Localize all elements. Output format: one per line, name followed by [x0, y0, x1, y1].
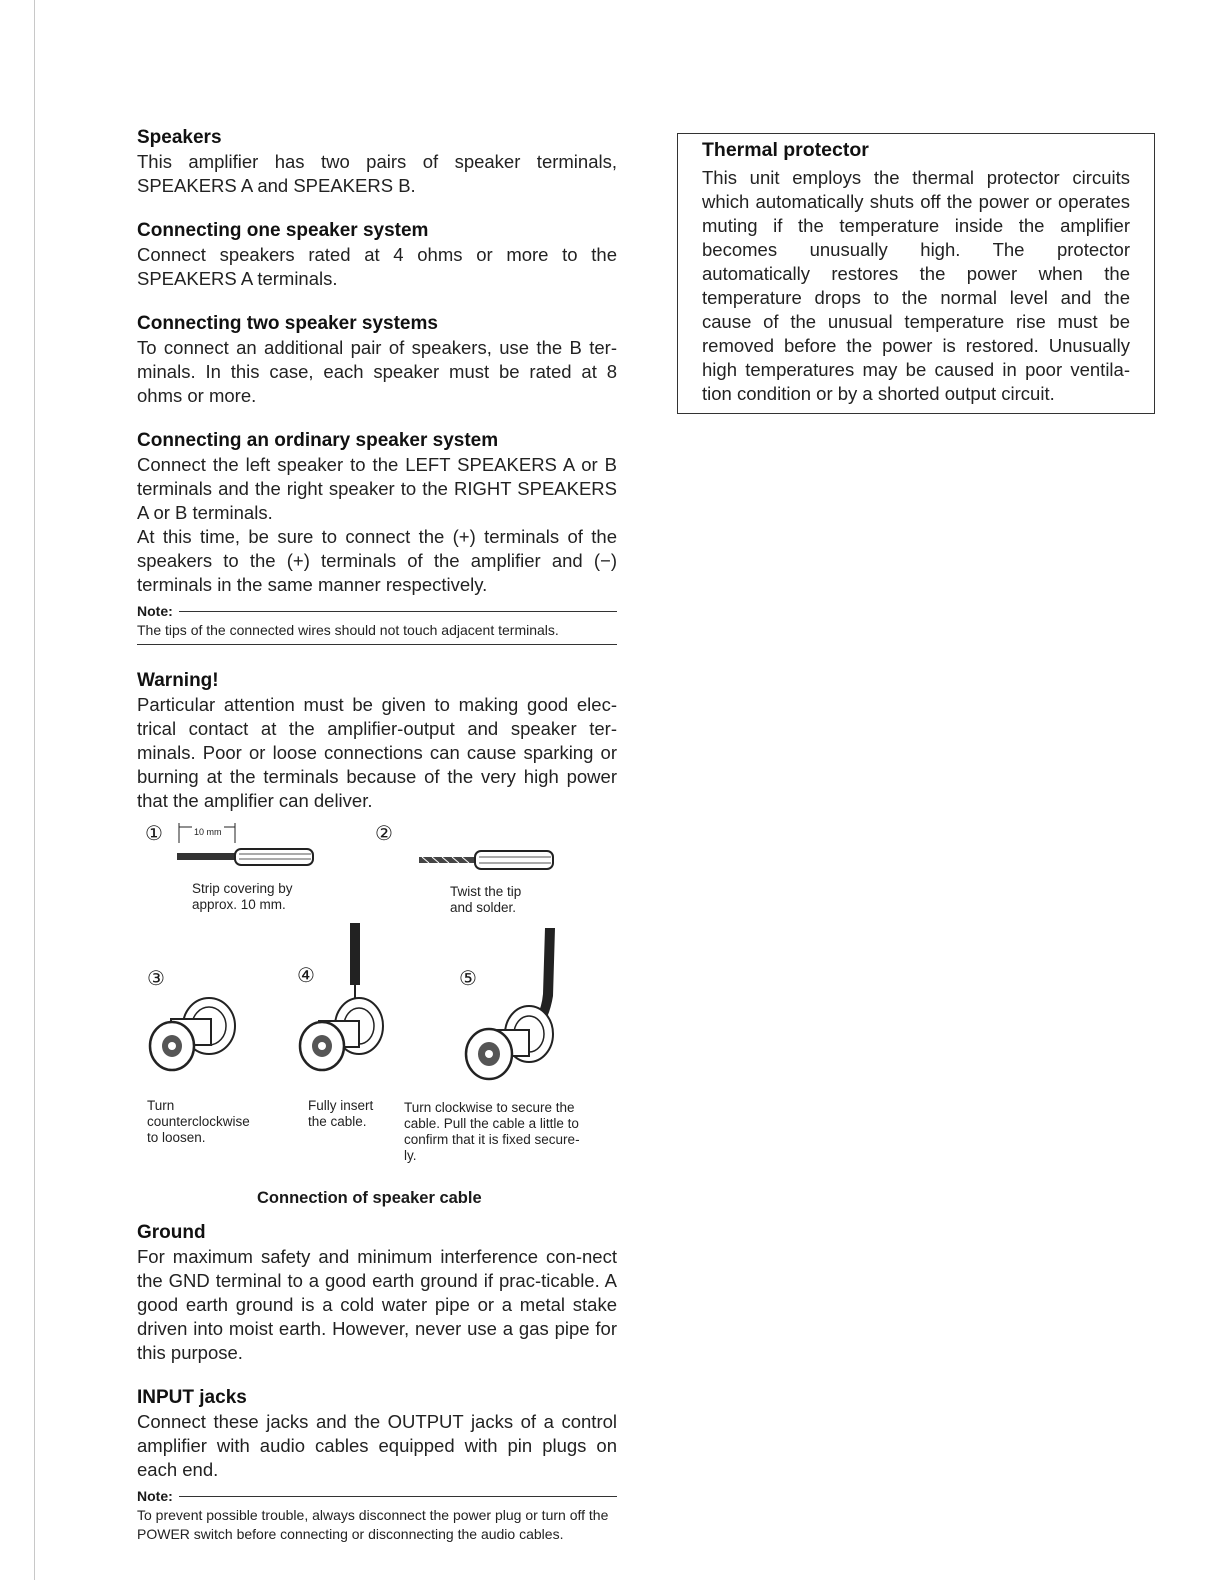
- step-4-caption-line-2: the cable.: [308, 1114, 367, 1129]
- note-text-1: The tips of the connected wires should not touch adjacent terminals.: [137, 622, 559, 638]
- step-1-caption-line-2: approx. 10 mm.: [192, 897, 286, 912]
- step-1-caption-line-1: Strip covering by: [192, 881, 293, 896]
- page-binding-edge: [34, 0, 35, 1580]
- step-2-caption-line-2: and solder.: [450, 900, 517, 915]
- step-1-number: ①: [145, 823, 163, 845]
- warning-heading: Warning!: [137, 670, 219, 691]
- speakers-heading: Speakers: [137, 127, 222, 148]
- thermal-protector-box: [677, 133, 1155, 414]
- two-systems-text: To connect an additional pair of speakers, use the B ter-minals. In this case, each speaker must be rated at 8 ohms or more.: [137, 337, 617, 406]
- step-3-caption: [147, 1098, 250, 1146]
- input-jacks-heading: INPUT jacks: [137, 1387, 247, 1408]
- note-label-1-text: Note:: [137, 603, 173, 619]
- note-label-2-text: Note:: [137, 1488, 173, 1504]
- one-system-heading: Connecting one speaker system: [137, 220, 429, 241]
- step-5-caption-line-1: Turn clockwise to secure the: [404, 1100, 575, 1115]
- step-4-number: ④: [297, 965, 315, 987]
- step-3-caption-line-3: to loosen.: [147, 1130, 206, 1145]
- two-systems-heading: Connecting two speaker systems: [137, 313, 438, 334]
- insert-cable-illustration: [297, 921, 392, 1081]
- secured-cable-illustration: [457, 926, 562, 1091]
- step-2-number: ②: [375, 823, 393, 845]
- note-label-1: [137, 603, 617, 619]
- step-1-caption: [192, 881, 293, 913]
- ground-heading: Ground: [137, 1222, 206, 1243]
- step-2-caption-line-1: Twist the tip: [450, 884, 522, 899]
- warning-text: Particular attention must be given to making good elec-trical contact at the amplifier-output and speaker ter-minals. Poor or loose connections can cause sparking or burning at the terminals because of the very high power that the amplifier can deliver.: [137, 694, 617, 811]
- speakers-text: This amplifier has two pairs of speaker terminals, SPEAKERS A and SPEAKERS B.: [137, 151, 617, 196]
- ordinary-system-text-2: At this time, be sure to connect the (+) terminals of the speakers to the (+) terminals of the amplifier and (−) terminals in the same manner respectively.: [137, 526, 617, 595]
- left-column: [137, 126, 617, 1544]
- one-system-text: Connect speakers rated at 4 ohms or more to the SPEAKERS A terminals.: [137, 244, 617, 289]
- step-2-caption: [450, 884, 521, 916]
- step-3-caption-line-2: counterclockwise: [147, 1114, 250, 1129]
- step-3-number: ③: [147, 968, 165, 990]
- input-jacks-text: Connect these jacks and the OUTPUT jacks of a control amplifier with audio cables equipped with pin plugs on each end.: [137, 1411, 617, 1480]
- step-4-caption: [308, 1098, 373, 1130]
- terminal-loosen-illustration: [147, 991, 242, 1081]
- note-label-2: [137, 1488, 617, 1504]
- step-5-caption: [404, 1100, 580, 1164]
- step-4-caption-line-1: Fully insert: [308, 1098, 374, 1113]
- step-5-caption-line-4: ly.: [404, 1148, 417, 1163]
- step-3-caption-line-1: Turn: [147, 1098, 175, 1113]
- ordinary-system-heading: Connecting an ordinary speaker system: [137, 430, 499, 451]
- step-5-caption-line-3: confirm that it is fixed secure-: [404, 1132, 580, 1147]
- step-1-dimension: 10 mm: [192, 824, 224, 840]
- note-rule-2: [179, 1496, 617, 1497]
- thermal-heading: Thermal protector: [702, 139, 869, 161]
- note-text-2: To prevent possible trouble, always disconnect the power plug or turn off the POWER switch before connecting or disconnecting the audio cables.: [137, 1507, 609, 1542]
- twisted-wire-illustration: [417, 845, 557, 875]
- step-5-caption-line-2: cable. Pull the cable a little to: [404, 1116, 579, 1131]
- thermal-text: This unit employs the thermal protector circuits which automatically shuts off the power or operates muting if the temperature inside the amplifier becomes unusually high. The protector automatically restores the power when the temperature drops to the normal level and the cause of the unusual temperature rise must be removed before the power is restored. Unusually high temperatures may be caused in poor ventila-tion condition or by a shorted output circuit.: [702, 167, 1130, 404]
- ordinary-system-text-1: Connect the left speaker to the LEFT SPEAKERS A or B terminals and the right speaker to the RIGHT SPEAKERS A or B terminals.: [137, 454, 617, 523]
- speaker-cable-figure: [137, 821, 617, 1221]
- ground-text: For maximum safety and minimum interference con-nect the GND terminal to a good earth ground if prac-ticable. A good earth ground is a cold water pipe or a metal stake driven into moist earth. However, never use a gas pipe for this purpose.: [137, 1246, 617, 1363]
- figure-title: Connection of speaker cable: [257, 1189, 482, 1207]
- note-rule-1: [179, 611, 617, 612]
- step-5-number: ⑤: [459, 968, 477, 990]
